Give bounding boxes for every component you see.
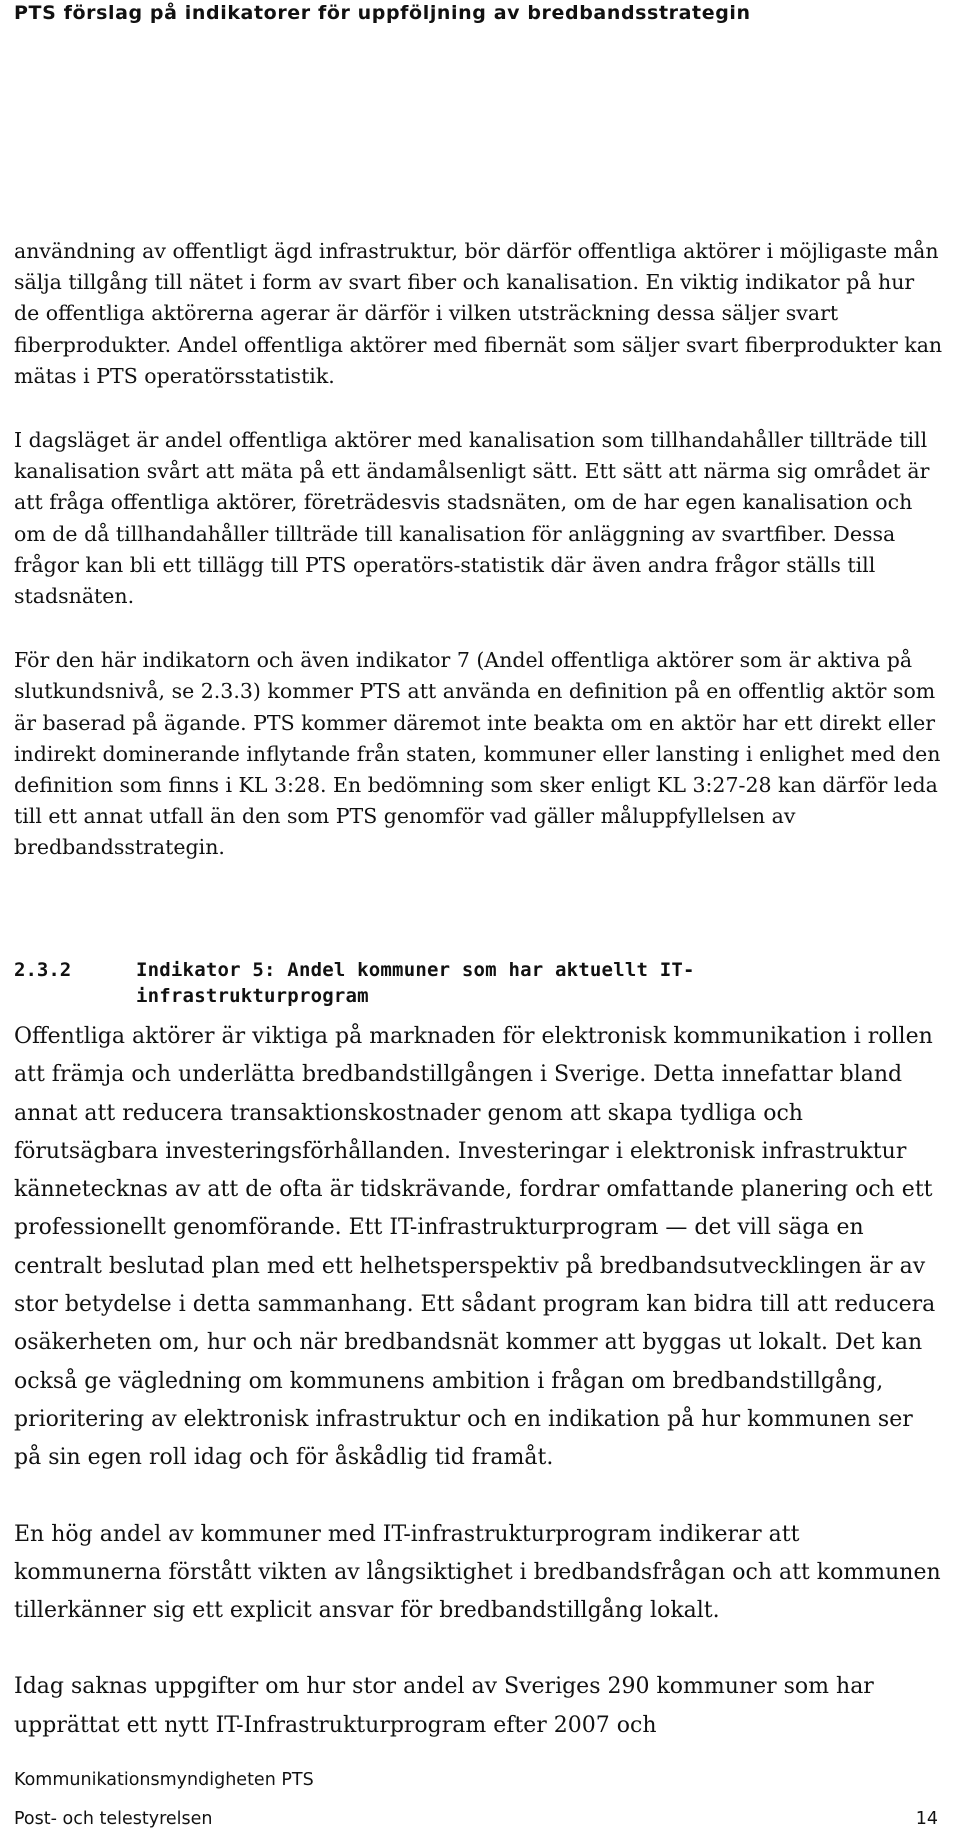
body-bottom — [14, 1018, 944, 1783]
body-top — [14, 236, 944, 897]
paragraph: Idag saknas uppgifter om hur stor andel av Sveriges 290 kommuner som har upprättat ett nytt IT-Infrastrukturprogram efter 2007 och — [14, 1674, 874, 1738]
footer-agency: Post- och telestyrelsen — [14, 1809, 213, 1829]
paragraph: En hög andel av kommuner med IT-infrastrukturprogram indikerar att kommunerna förstått vikten av långsiktighet i bredbandsfrågan och att kommunen tillerkänner sig ett explicit ansvar för bredbandstillgång lokalt. — [14, 1521, 941, 1624]
section-title: Indikator 5: Andel kommuner som har aktuellt IT-infrastrukturprogram — [136, 959, 695, 1007]
page-header: PTS förslag på indikatorer för uppföljning av bredbandsstrategin — [14, 2, 751, 24]
paragraph: För den här indikatorn och även indikator 7 (Andel offentliga aktörer som är aktiva på slutkundsnivå, se 2.3.3) kommer PTS att använda en definition på en offentlig aktör som är baserad på ägande. PTS kommer däremot inte beakta om en aktör har ett direkt eller indirekt dominerande inflytande från staten, kommuner eller lansting i enlighet med den definition som finns i KL 3:28. En bedömning som sker enligt KL 3:27-28 kan därför leda till ett annat utfall än den som PTS genomför vad gäller måluppfyllelsen av bredbandsstrategin. — [14, 648, 941, 860]
section-heading — [14, 957, 816, 1009]
paragraph: användning av offentligt ägd infrastruktur, bör därför offentliga aktörer i möjligaste mån sälja tillgång till nätet i form av svart fiber och kanalisation. En viktig indikator på hur de offentliga aktörerna agerar är därför i vilken utsträckning dessa säljer svart fiberprodukter. Andel offentliga aktörer med fibernät som säljer svart fiberprodukter kan mätas i PTS operatörsstatistik. — [14, 239, 943, 388]
paragraph: I dagsläget är andel offentliga aktörer med kanalisation som tillhandahåller tillträde till kanalisation svårt att mäta på ett ändamålsenligt sätt. Ett sätt att närma sig området är att fråga offentliga aktörer, företrädesvis stadsnäten, om de har egen kanalisation och om de då tillhandahåller tillträde till kanalisation för anläggning av svartfiber. Dessa frågor kan bli ett tillägg till PTS operatörs-statistik där även andra frågor ställs till stadsnäten. — [14, 428, 930, 609]
section-number: 2.3.2 — [14, 959, 72, 981]
footer-organization: Kommunikationsmyndigheten PTS — [14, 1770, 314, 1790]
page-number: 14 — [915, 1809, 938, 1829]
paragraph: Offentliga aktörer är viktiga på marknaden för elektronisk kommunikation i rollen att främja och underlätta bredbandstillgången i Sverige. Detta innefattar bland annat att reducera transaktionskostnader genom att skapa tydliga och förutsägbara investeringsförhållanden. Investeringar i elektronisk infrastruktur kännetecknas av att de ofta är tidskrävande, fordrar omfattande planering och ett professionellt genomförande. Ett IT-infrastrukturprogram — det vill säga en centralt beslutad plan med ett helhetsperspektiv på bredbandsutvecklingen är av stor betydelse i detta sammanhang. Ett sådant program kan bidra till att reducera osäkerheten om, hur och när bredbandsnät kommer att byggas ut lokalt. Det kan också ge vägledning om kommunens ambition i frågan om bredbandstillgång, prioritering av elektronisk infrastruktur och en indikation på hur kommunen ser på sin egen roll idag och för åskådlig tid framåt. — [14, 1024, 936, 1471]
